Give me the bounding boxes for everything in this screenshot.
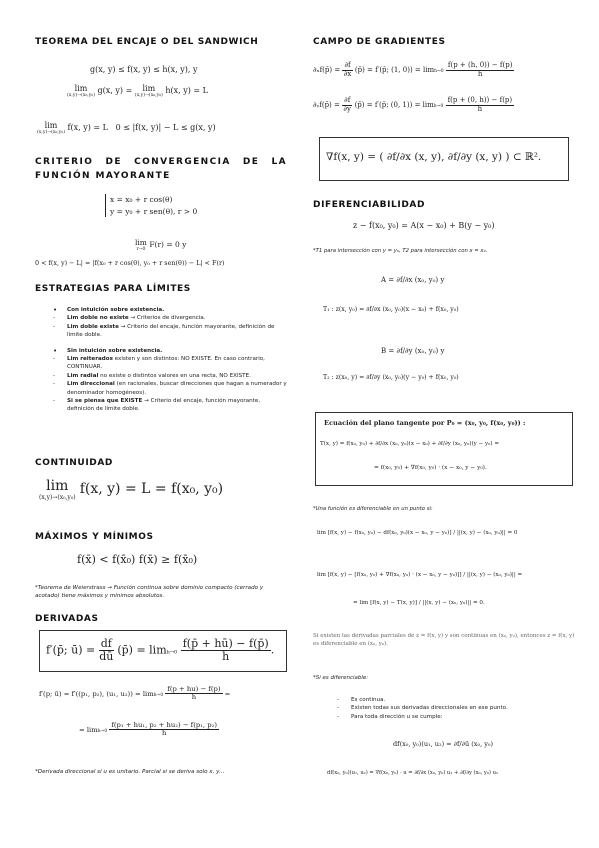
si-diferenciable-note: *Si es diferenciable: [313,675,369,681]
list-item: - Lim reiterados existen y son distintos: NO EXISTE. En caso contrario, CONTINUAR. [53,355,287,372]
df-directional: df(x₀, y₀)(u₁, u₂) = ∂f/∂ū (x₀, y₀) [393,740,494,748]
lim-operator: lim (x,y)→(x₀,y₀) [67,84,95,98]
tangent-plane-general: z − f(x₀, y₀) = A(x − x₀) + B(y − y₀) [353,221,495,230]
list-item: - Lim doble existe → Criterio del encaje, función mayorante, definición de límite doble. [53,323,287,340]
t1-t2-note: *T1 para intersección con y = y₀, T2 para intersección con x = x₀. [313,248,488,254]
encaje-limits-row [67,84,208,98]
differentiable-consequences [337,696,573,721]
tangent-plane-box: Ecuación del plano tangente por P₀ = (x₀, y₀, f(x₀, y₀)) : T(x, y) = f(x₀, y₀) + ∂f/∂x (x₀, y₀)(x − x₀) + ∂f/∂y (x₀, y₀)(y − y₀) = = f(x₀, y₀) + ∇f(x₀, y₀) · (x − x₀, y − y₀). [315,412,573,486]
list-item: - Es continua. [337,696,573,704]
diff-definition-2: lim [f(x, y) − [f(x₀, y₀) + ∇f(x₀, y₀) · (x − x₀, y − y₀)]] / ||(x, y) − (x₀, y₀)|| = [317,572,523,578]
gradient-box: ∇f(x, y) = ( ∂f/∂x (x, y), ∂f/∂y (x, y) ) ⊂ ℝ². [319,137,569,181]
polar-limit: lim r→0 F(r) = 0 y [135,238,187,252]
list-item: • Sin intuición sobre existencia. [53,347,287,355]
lim-operator: lim (x,y)→(x₀,y₀) [134,84,163,98]
heading-derivadas: DERIVADAS [35,614,99,624]
derivative-line-2: = limh→0 $\frac{\text{f(p₁ + hu₁, p₂ + hu₂) − f(p₁, p₂)}}{h}$ [79,721,217,738]
heading-estrategias: ESTRATEGIAS PARA LÍMITES [35,284,191,294]
encaje-lim-g: g(x, y) = [97,86,135,95]
gradient-partial-x: ∂ₓf(p̄) = $\frac{\partial f}{\partial x}$ (p̄) = f′(p̄; (1, 0)) = limh→0 $\frac{f(p + (h, 0)) - f(p)}{h}$ [313,61,513,78]
heading-campo-gradientes: CAMPO DE GRADIENTES [313,37,446,47]
strategies-list [53,306,287,414]
diff-definition-1: lim [f(x, y) − f(x₀, y₀) − df(x₀, y₀)(x − x₀, y − y₀)] / ||(x, y) − (x₀, y₀)|| = 0 [317,530,518,536]
heading-maximos-minimos: MÁXIMOS Y MÍNIMOS [35,532,154,542]
list-item: - Lim radial no existe o distintos valores en una recta, NO EXISTE. [53,372,287,380]
list-item: - Si se piensa que EXISTE → Criterio del encaje, función mayorante, definición de límite doble. [53,397,287,414]
list-item: - Para toda dirección u se cumple: [337,713,573,721]
encaje-inequality: g(x, y) ≤ f(x, y) ≤ h(x, y), y [90,65,198,74]
df-gradient-dot: df(x₀, y₀)(u₁, u₂) = ∇f(x₀, y₀) · u = ∂f/∂x (x₀, y₀) u₁ + ∂f/∂y (x₀, y₀) u₂ [327,770,498,776]
list-item: • Con intuición sobre existencia. [53,306,287,314]
heading-diferenciabilidad: DIFERENCIABILIDAD [313,200,426,210]
polar-inequality: 0 < f(x, y) − L| = |f(x₀ + r cos(θ), y₀ + r sen(θ)) − L| < F(r) [35,259,225,267]
continuity-equation: lim (x,y)→(x₀,y₀) f(x, y) = L = f(x₀, y₀) [39,478,224,501]
weierstrass-note: *Teorema de Weierstrass → Función continua sobre dominio compacto (cerrado y acotado) tiene máximos y mínimos absolutos. [35,585,264,600]
polar-substitution: x = x₀ + r cos(θ) y = y₀ + r sen(θ), r > 0 [105,194,197,217]
maxmin-inequalities: f(x̄) < f(x̄₀) f(x̄) ≥ f(x̄₀) [77,553,198,566]
heading-teorema-encaje: TEOREMA DEL ENCAJE O DEL SANDWICH [35,37,259,47]
list-item: - Lim doble no existe → Criterios de divergencia. [53,314,287,322]
directional-derivative-box: f′(p̄; ū) = $\frac{df}{dū}$ (p̄) = limh→0 $\frac{f(p̄ + hū) - f(p̄)}{h}$ . [39,630,287,672]
gradient-partial-y: ∂ᵧf(p̄) = $\frac{\partial f}{\partial y}$ (p̄) = f′(p̄; (0, 1)) = limh→0 $\frac{f(p + (0, h)) - f(p)}{h}$ [313,96,513,113]
coef-a: A = ∂f/∂x (x₀, y₀) y [381,276,445,284]
differentiable-def-note: *Una función es diferenciable en un punto si: [313,506,433,512]
tangent-t1: T₁ : z(x, y₀) = ∂f/∂x (x₀, y₀)(x − x₀) + f(x₀, y₀) [323,306,459,313]
derivative-note: *Derivada direccional si u es unitario. Parcial si se deriva solo x, y... [35,769,225,775]
list-item: - Lim direccional (en racionales, buscar direcciones que hagan a numerador y denominador homogéneos). [53,380,287,397]
encaje-last-row: lim (x,y)→(x₀,y₀) f(x, y) = L 0 ≤ |f(x, y)| − L ≤ g(x, y) [37,121,216,135]
tangent-t2: T₂ : z(x₀, y) = ∂f/∂y (x₀, y₀)(y − y₀) + f(x₀, y₀) [323,374,459,381]
heading-criterio-mayorante: CRITERIO DE CONVERGENCIA DE LA FUNCIÓN MAYORANTE [35,157,287,182]
heading-continuidad: CONTINUIDAD [35,458,113,468]
partials-continuous-text: Si existen las derivadas parciales de z = f(x, y) y son continuas en (x₀, y₀), entonces z = f(x, y) es diferenciable en (x₀, y₀). [313,633,575,647]
diff-definition-3: = lim [f(x, y) − T(x, y)] / ||(x, y) − (x₀, y₀)|| = 0. [353,600,485,606]
list-item: - Existen todas sus derivadas direccionales en ese punto. [337,704,573,712]
coef-b: B = ∂f/∂y (x₀, y₀) y [381,347,445,355]
derivative-line-1: f′(p; ū) = f′((p₁, p₂), (u₁, u₂)) = limh→0 $\frac{f(p + hu) - f(p)}{h}$ = [39,685,231,702]
encaje-lim-h: h(x, y) = L [165,86,208,95]
